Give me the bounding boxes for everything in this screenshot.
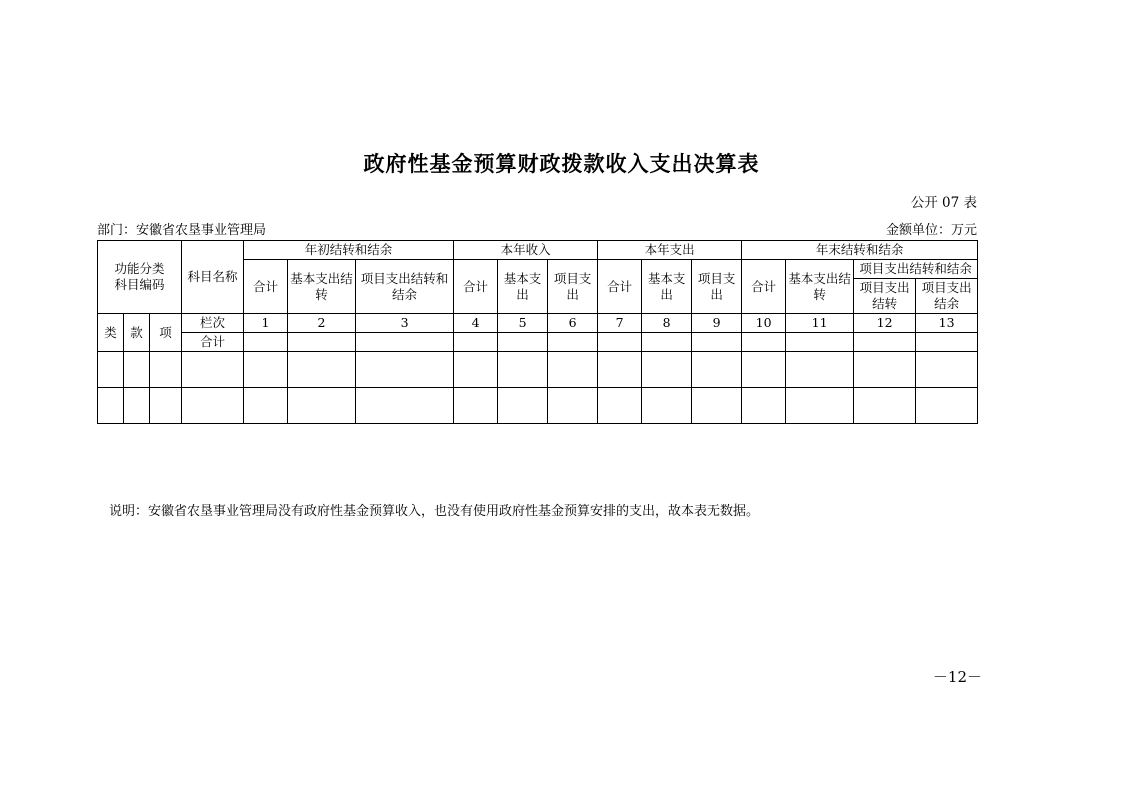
header-class: 类 xyxy=(98,314,124,352)
header-subject-code: 功能分类 科目编码 xyxy=(98,241,182,314)
header-begin-project-carry-balance: 项目支出结转和结余 xyxy=(356,260,454,314)
cell-empty xyxy=(98,352,124,388)
cell-empty xyxy=(356,388,454,424)
header-subject-name: 科目名称 xyxy=(182,241,244,314)
cell-empty xyxy=(182,352,244,388)
table-header-groups xyxy=(98,241,978,260)
column-number: 4 xyxy=(454,314,498,333)
cell-empty xyxy=(692,352,742,388)
cell-empty xyxy=(742,388,786,424)
meta-row xyxy=(97,219,977,238)
cell-empty xyxy=(598,333,642,352)
cell-empty xyxy=(548,352,598,388)
cell-empty xyxy=(598,352,642,388)
table-row xyxy=(98,352,978,388)
cell-empty xyxy=(124,352,150,388)
cell-empty xyxy=(356,333,454,352)
cell-empty xyxy=(692,333,742,352)
table-row xyxy=(98,388,978,424)
column-number: 7 xyxy=(598,314,642,333)
cell-empty xyxy=(854,333,916,352)
cell-empty xyxy=(854,388,916,424)
page-title: 政府性基金预算财政拨款收入支出决算表 xyxy=(363,152,760,176)
page-number: －12－ xyxy=(932,668,982,686)
cell-empty xyxy=(454,388,498,424)
header-income-total: 合计 xyxy=(454,260,498,314)
header-group-income: 本年收入 xyxy=(454,241,598,260)
header-end-project-balance: 项目支出结余 xyxy=(916,279,978,314)
cell-empty xyxy=(150,388,182,424)
header-group-begin: 年初结转和结余 xyxy=(244,241,454,260)
cell-empty xyxy=(288,352,356,388)
header-begin-total: 合计 xyxy=(244,260,288,314)
header-expense-total: 合计 xyxy=(598,260,642,314)
column-number: 11 xyxy=(786,314,854,333)
cell-empty xyxy=(742,333,786,352)
table-note: 说明：安徽省农垦事业管理局没有政府性基金预算收入，也没有使用政府性基金预算安排的支出，故本表无数据。 xyxy=(109,504,760,519)
column-number: 3 xyxy=(356,314,454,333)
header-income-basic: 基本支出 xyxy=(498,260,548,314)
cell-empty xyxy=(124,388,150,424)
column-number: 6 xyxy=(548,314,598,333)
cell-empty xyxy=(642,352,692,388)
header-column-label: 栏次 xyxy=(182,314,244,333)
column-number: 13 xyxy=(916,314,978,333)
cell-empty xyxy=(642,388,692,424)
header-section: 款 xyxy=(124,314,150,352)
cell-empty xyxy=(854,352,916,388)
department-label: 部门：安徽省农垦事业管理局 xyxy=(97,223,267,238)
cell-empty xyxy=(548,388,598,424)
cell-empty xyxy=(786,352,854,388)
cell-empty xyxy=(742,352,786,388)
budget-table-wrapper xyxy=(97,240,977,424)
cell-empty xyxy=(916,333,978,352)
cell-empty xyxy=(182,388,244,424)
cell-empty xyxy=(498,352,548,388)
cell-empty xyxy=(786,333,854,352)
header-expense-basic: 基本支出 xyxy=(642,260,692,314)
cell-empty xyxy=(288,333,356,352)
header-end-project-carry-group: 项目支出结转和结余 xyxy=(854,260,978,279)
header-group-expense: 本年支出 xyxy=(598,241,742,260)
header-group-end: 年末结转和结余 xyxy=(742,241,978,260)
header-end-total: 合计 xyxy=(742,260,786,314)
budget-table xyxy=(97,240,978,424)
cell-empty xyxy=(916,388,978,424)
cell-empty xyxy=(454,352,498,388)
cell-empty xyxy=(356,352,454,388)
cell-empty xyxy=(288,388,356,424)
header-item: 项 xyxy=(150,314,182,352)
table-total-row xyxy=(98,333,978,352)
column-number: 12 xyxy=(854,314,916,333)
cell-empty xyxy=(244,333,288,352)
cell-empty xyxy=(98,388,124,424)
table-column-number-row xyxy=(98,314,978,333)
column-number: 9 xyxy=(692,314,742,333)
header-expense-project: 项目支出 xyxy=(692,260,742,314)
cell-empty xyxy=(642,333,692,352)
cell-empty xyxy=(498,333,548,352)
cell-empty xyxy=(692,388,742,424)
cell-empty xyxy=(786,388,854,424)
amount-unit-label: 金额单位：万元 xyxy=(885,223,977,238)
cell-empty xyxy=(150,352,182,388)
cell-empty xyxy=(244,352,288,388)
form-code: 公开 07 表 xyxy=(910,195,977,211)
header-income-project: 项目支出 xyxy=(548,260,598,314)
cell-empty xyxy=(548,333,598,352)
column-number: 10 xyxy=(742,314,786,333)
cell-empty xyxy=(598,388,642,424)
row-label-total: 合计 xyxy=(182,333,244,352)
cell-empty xyxy=(916,352,978,388)
header-end-project-carry: 项目支出结转 xyxy=(854,279,916,314)
column-number: 5 xyxy=(498,314,548,333)
cell-empty xyxy=(244,388,288,424)
header-begin-basic-carry: 基本支出结转 xyxy=(288,260,356,314)
column-number: 2 xyxy=(288,314,356,333)
header-end-basic-carry: 基本支出结转 xyxy=(786,260,854,314)
cell-empty xyxy=(454,333,498,352)
column-number: 8 xyxy=(642,314,692,333)
column-number: 1 xyxy=(244,314,288,333)
cell-empty xyxy=(498,388,548,424)
